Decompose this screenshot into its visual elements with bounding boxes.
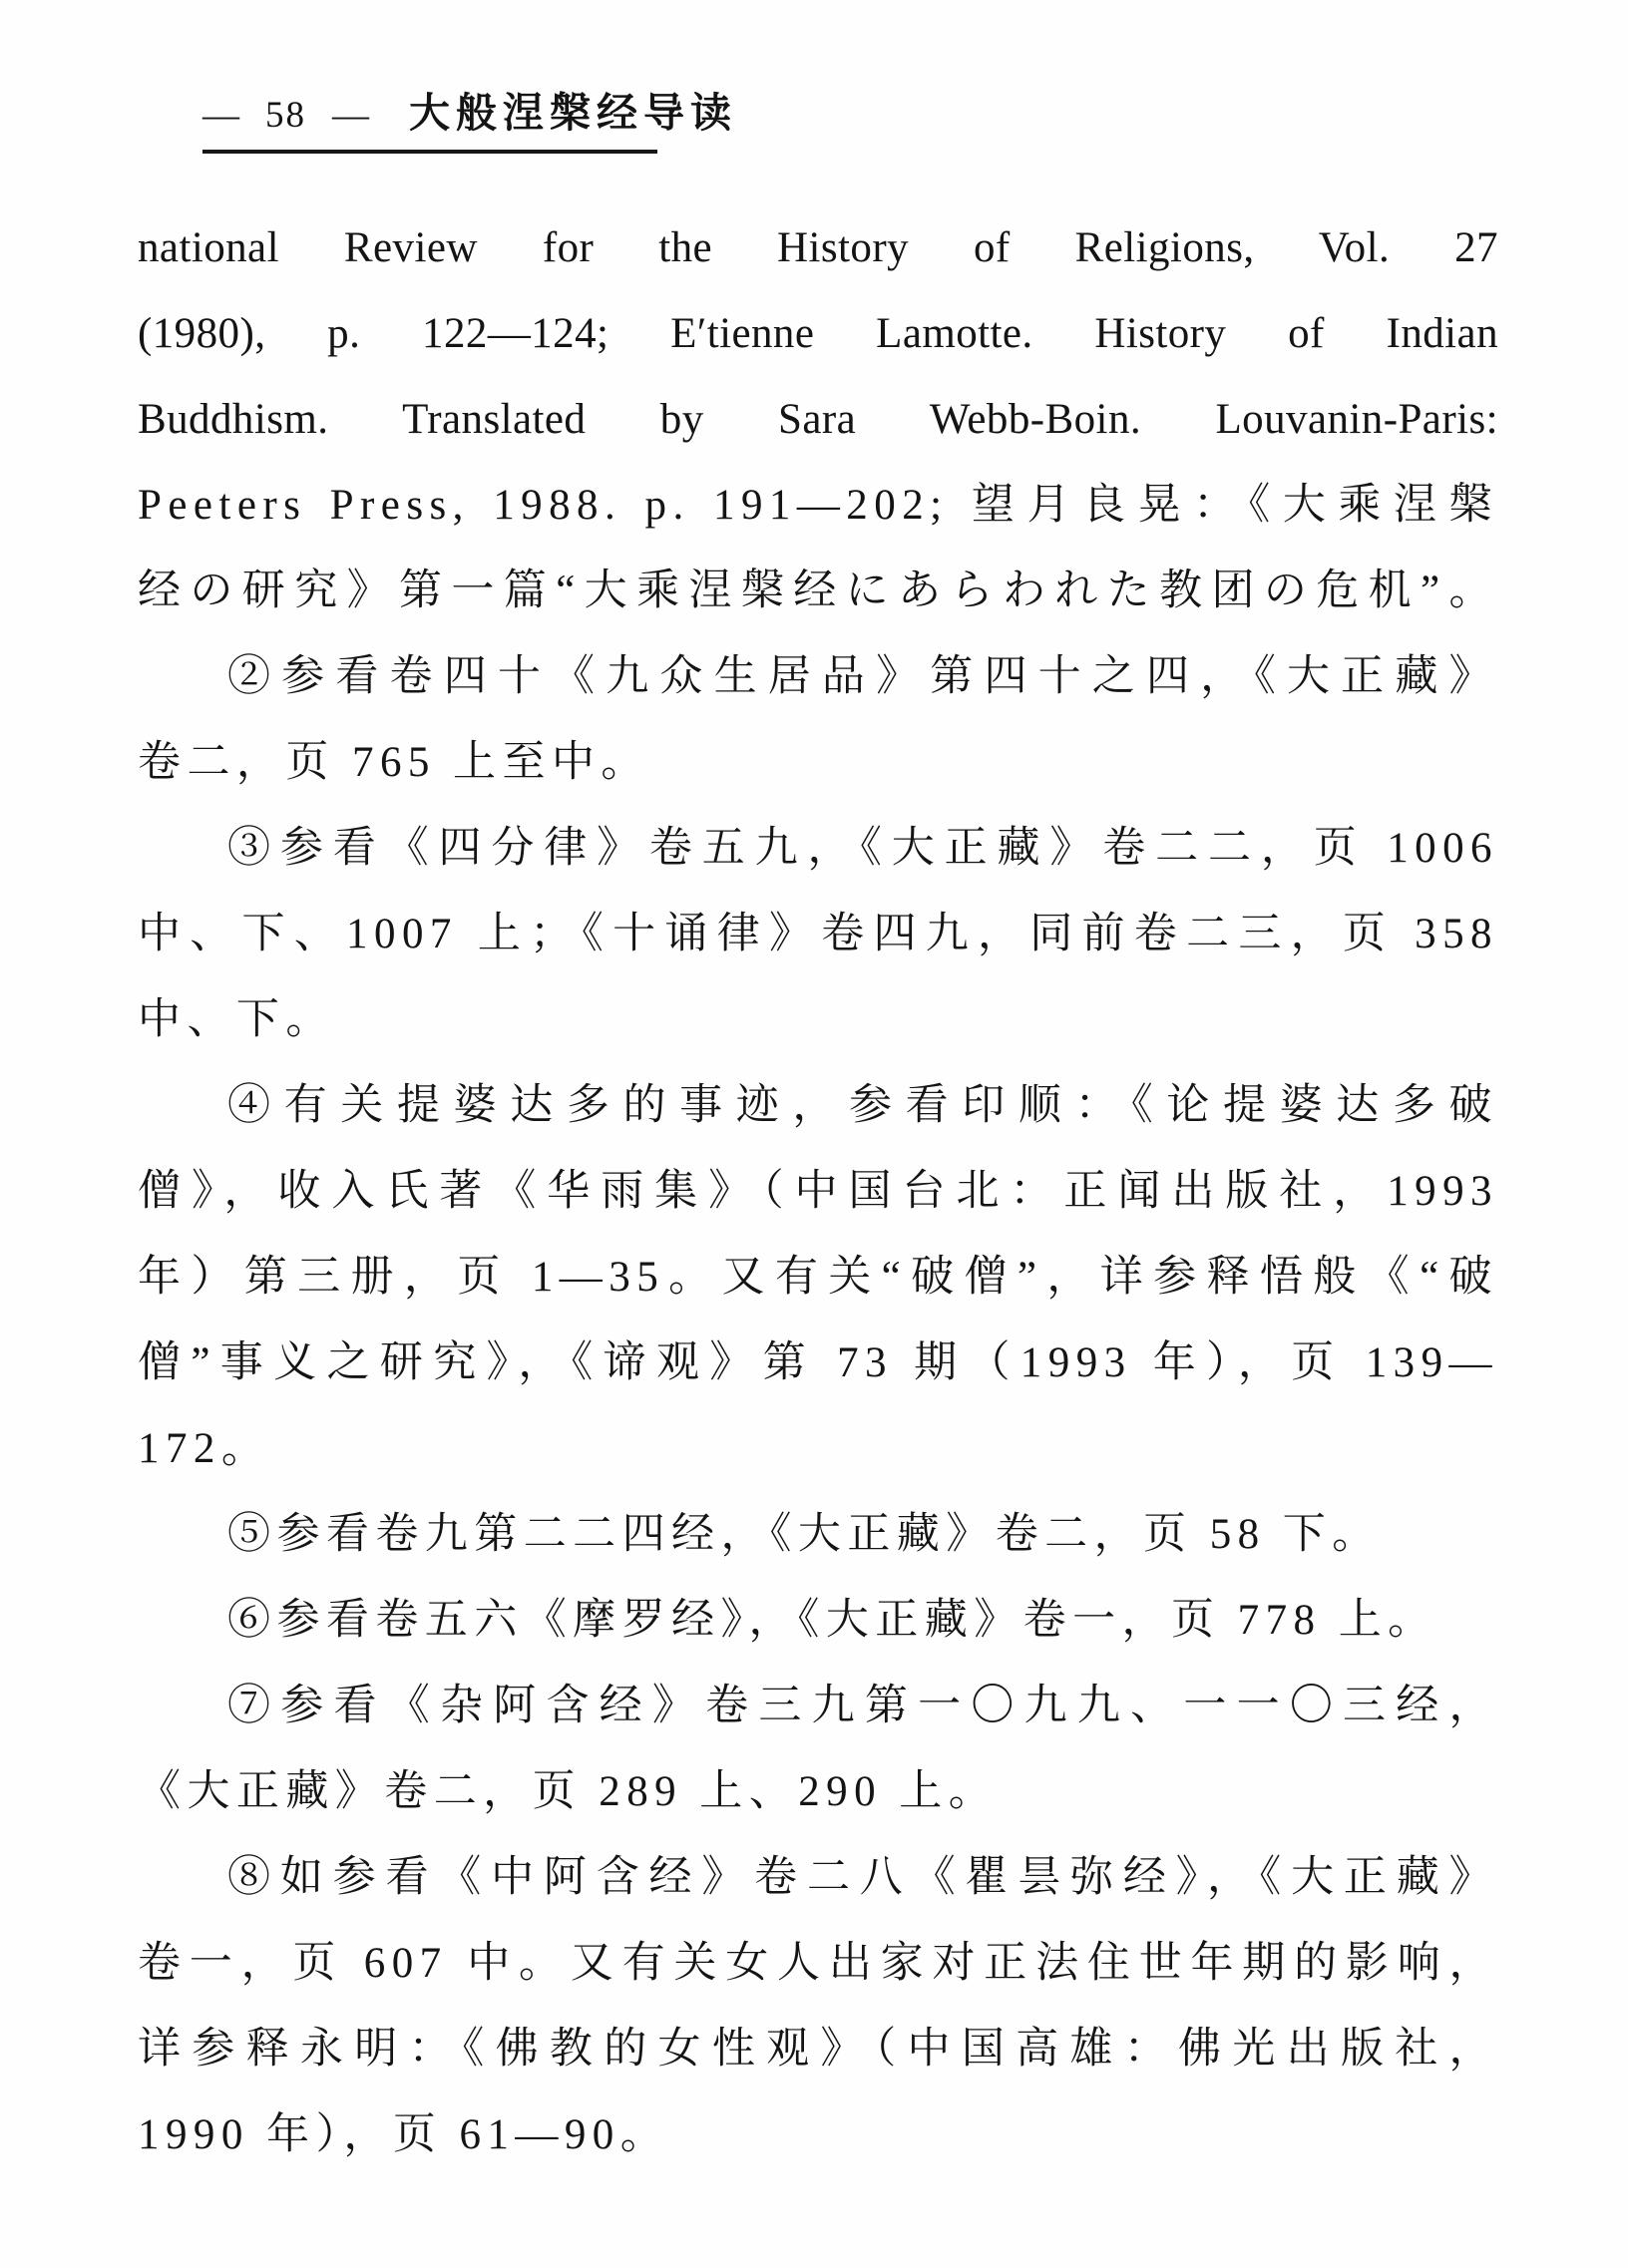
text-line: ④有关提婆达多的事迹，参看印顺：《论提婆达多破	[227, 1082, 1498, 1129]
text-line: 中、下、1007 上；《十诵律》卷四九，同前卷二三，页 358	[138, 911, 1498, 957]
text-line: ⑧如参看《中阿含经》卷二八《瞿昙弥经》，《大正藏》	[227, 1854, 1498, 1901]
text-line: Buddhism. Translated by Sara Webb-Boin. Louvanin-Paris:	[138, 396, 1498, 443]
page-number: 58	[265, 95, 306, 136]
header-dash-right: —	[332, 95, 369, 136]
text-line: 《大正藏》卷二，页 289 上、290 上。	[138, 1768, 999, 1815]
book-title: 大般涅槃经导读	[409, 90, 737, 136]
text-line: 详参释永明：《佛教的女性观》（中国高雄：佛光出版社，	[138, 2026, 1498, 2073]
text-line: ⑦参看《杂阿含经》卷三九第一〇九九、一一〇三经，	[227, 1683, 1498, 1729]
text-line: ③参看《四分律》卷五九，《大正藏》卷二二，页 1006	[227, 825, 1498, 872]
text-line: 年）第三册，页 1—35。又有关“破僧”，详参释悟般《“破	[138, 1254, 1498, 1301]
text-line: 僧”事义之研究》，《谛观》第 73 期（1993 年），页 139—	[138, 1339, 1498, 1386]
text-line: national Review for the History of Religions, Vol. 27	[138, 224, 1498, 271]
text-line: ⑥参看卷五六《摩罗经》，《大正藏》卷一，页 778 上。	[227, 1597, 1437, 1644]
text-line: 172。	[138, 1425, 271, 1472]
text-line: 经の研究》第一篇“大乘涅槃经にあらわれた教团の危机”。	[138, 567, 1498, 614]
text-line: 僧》，收入氏著《华雨集》（中国台北：正闻出版社，1993	[138, 1168, 1498, 1215]
text-line: (1980), p. 122—124; E′tienne Lamotte. History of Indian	[138, 310, 1498, 357]
text-line: 1990 年），页 61—90。	[138, 2111, 670, 2158]
text-line: 中、下。	[138, 996, 335, 1043]
text-line: 卷二，页 765 上至中。	[138, 739, 650, 786]
text-line: ②参看卷四十《九众生居品》第四十之四，《大正藏》	[227, 653, 1498, 700]
page-body	[138, 205, 1498, 2178]
text-line: 卷一，页 607 中。又有关女人出家对正法住世年期的影响，	[138, 1940, 1498, 1987]
text-line: Peeters Press, 1988. p. 191—202; 望月良晃：《大乘涅槃	[138, 482, 1498, 529]
text-line: ⑤参看卷九第二二四经，《大正藏》卷二，页 58 下。	[227, 1511, 1382, 1558]
header-dash-left: —	[203, 95, 239, 136]
page-header	[203, 84, 737, 154]
